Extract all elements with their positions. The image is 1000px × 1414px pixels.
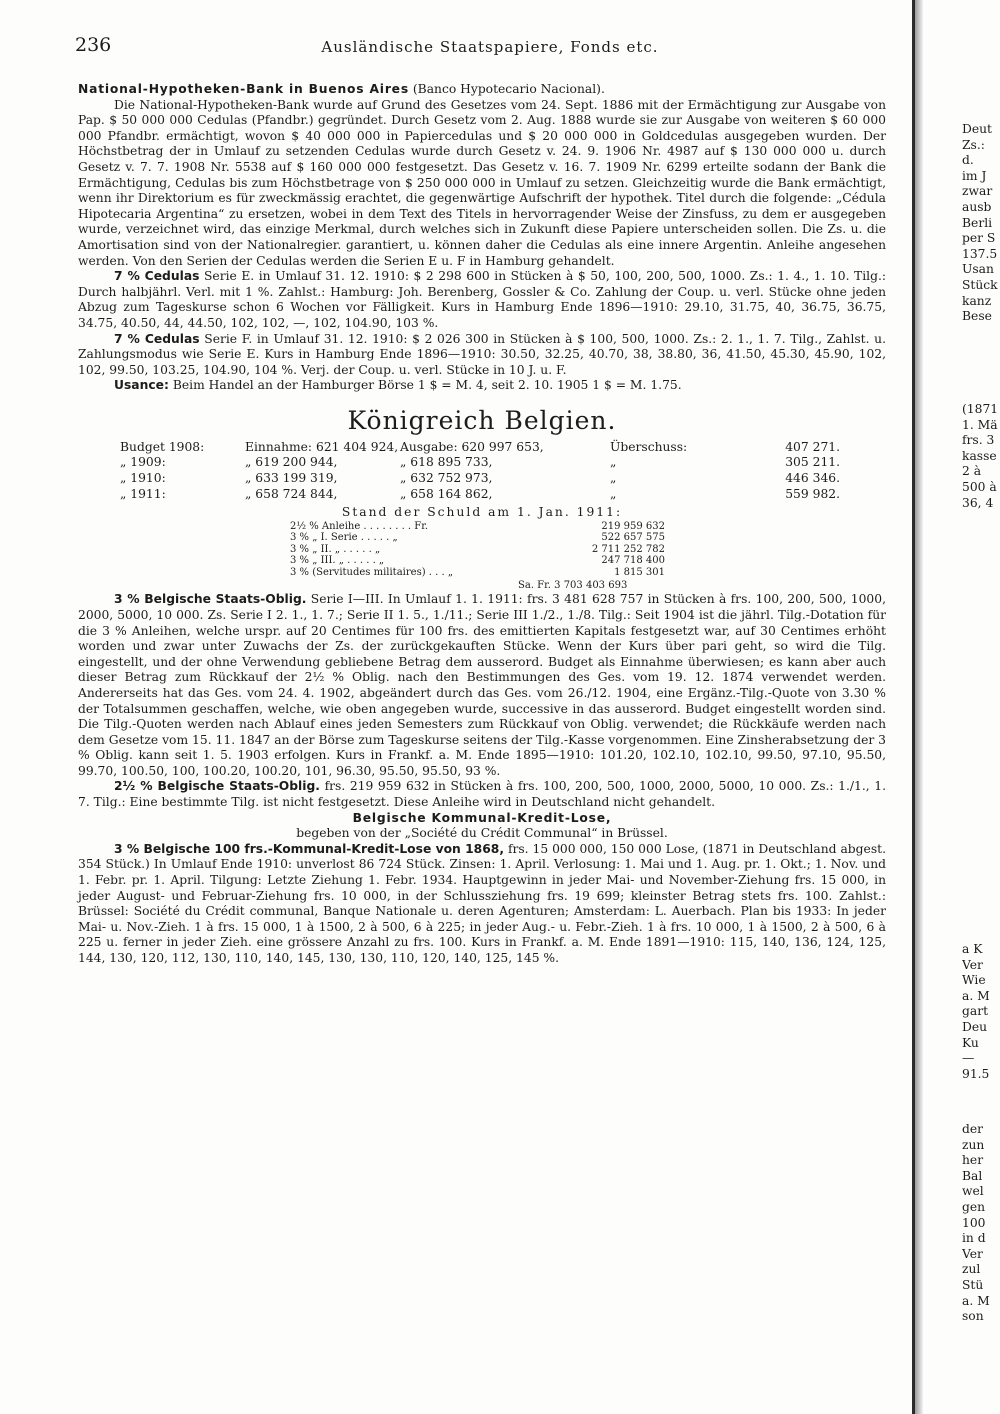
surplus-value: 559 982. <box>785 486 840 501</box>
page-header <box>75 34 905 64</box>
usance-entry <box>78 378 886 394</box>
fragment: 1. Mä <box>962 417 998 432</box>
fragment: Ver <box>962 957 983 972</box>
page-fold-shadow <box>915 0 923 1414</box>
fragment: der <box>962 1122 984 1136</box>
surplus-label: „ <box>610 471 617 486</box>
fragment: zun <box>962 1137 985 1152</box>
fragment: 36, 4 <box>962 495 994 510</box>
debt-total: Sa. Fr. 3 703 403 693 <box>518 580 628 592</box>
serie-e-heading: 7 % Cedulas <box>114 269 200 284</box>
expense-value: 620 997 653, <box>461 439 544 454</box>
fragment: gen <box>962 1199 986 1214</box>
debt-value: 522 657 575 <box>601 532 665 544</box>
expense-value: 632 752 973, <box>410 471 493 486</box>
debt-value: 1 815 301 <box>614 566 665 578</box>
income-label: „ <box>245 486 252 501</box>
fragment: 500 à <box>962 479 997 494</box>
fragment: (1871 <box>962 402 999 416</box>
fragment: kanz <box>962 293 992 308</box>
staats-oblig-25-text: frs. 219 959 632 in Stücken à frs. 100, 200, 500, 1000, 2000, 5000, 10 000. Zs.: 1./1., 1. 7. Tilg.: Eine bestimmte Tilg. ist nicht festgesetzt. Diese Anleihe wird in Deutschland nicht gehandelt. <box>78 779 886 810</box>
fragment: Ver <box>962 1246 983 1261</box>
usance-text: Beim Handel an der Hamburger Börse 1 $ = M. 4, seit 2. 10. 1905 1 $ = M. 1.75. <box>172 378 682 393</box>
fragment: in d <box>962 1231 986 1246</box>
argentina-heading-note: (Banco Hypotecario Nacional). <box>412 82 605 96</box>
budget-year: „ 1910: <box>120 471 166 486</box>
income-value: 621 404 924, <box>316 439 399 454</box>
budget-year: Budget 1908: <box>120 439 205 454</box>
fragment: Stü <box>962 1277 984 1292</box>
debt-value: 2 711 252 782 <box>591 543 665 555</box>
fragment: gart <box>962 1004 989 1019</box>
expense-label: „ <box>400 455 407 470</box>
fragment: Usan <box>962 262 994 277</box>
adjacent-page-fragments-lower <box>962 942 1000 1082</box>
income-value: 633 199 319, <box>255 471 338 486</box>
staats-oblig-25-entry <box>78 779 886 810</box>
fragment: son <box>962 1309 984 1324</box>
adjacent-page-fragments-middle <box>962 402 1000 511</box>
debt-label: 3 % „ III. „ . . . . . „ <box>290 555 385 567</box>
debt-row <box>290 544 886 556</box>
debt-label: 3 % „ II. „ . . . . . „ <box>290 543 381 555</box>
argentina-paragraph: Die National-Hypotheken-Bank wurde auf Grund des Gesetzes vom 24. Sept. 1886 mit der Ermächtigung zur Ausgabe von Pap. $ 50 000 000 Cedulas (Pfandbr.) gegründet. Durch Gesetz vom 2. Aug. 1888 wurde sie zur Ausgabe von weiteren $ 60 000 000 Pfandbr. ermächtigt, wovon $ 40 000 000 in Papiercedulas und $ 20 000 000 in Goldcedulas ausgegeben wurden. Der Höchstbetrag der in Umlauf zu setzenden Cedulas wurde durch Gesetz v. 24. 9. 1906 Nr. 4987 auf $ 130 000 000 u. durch Gesetz v. 7. 7. 1908 Nr. 5538 auf $ 160 000 000 festgesetzt. Das Gesetz v. 16. 7. 1909 Nr. 6299 erteilte sodann der Bank die Ermächtigung, Cedulas bis zum Höchstbetrage von $ 250 000 000 in Umlauf zu setzen. Gleichzeitig wurde die Bank ermächtigt, wenn ihr Direktorium es für zweckmässig erachtet, die gegenwärtige Aufschrift der hypothek. Titel durch die folgende: „Cédula Hipotecaria Argentina“ zu ersetzen, wobei in dem Text des Titels in hervorragender Weise der Zinsfuss, zu dem er ausgegeben wurde, verzeichnet wird, das einzige Merkmal, durch welches sich in Zukunft diese Papiere unterscheiden sollen. Die Zs. u. die Amortisation sind von der Nationalregier. garantiert, u. können daher die Cedulas als eine innere Argentin. Anleihe angesehen werden. Von den Serien der Cedulas werden die Serien E u. F in Hamburg gehandelt. <box>78 97 886 268</box>
debt-table <box>78 521 886 593</box>
debt-value: 219 959 632 <box>601 520 665 532</box>
surplus-value: 305 211. <box>785 455 840 470</box>
fragment: im J <box>962 168 987 183</box>
staats-oblig-heading: 3 % Belgische Staats-Oblig. <box>114 592 307 607</box>
budget-row <box>120 455 886 471</box>
income-label: „ <box>245 471 252 486</box>
budget-table <box>120 440 886 502</box>
debt-row <box>290 555 886 567</box>
fragment: Zs.: <box>962 137 985 152</box>
adjacent-page-fragments-upper <box>962 122 1000 325</box>
staats-oblig-25-heading: 2½ % Belgische Staats-Oblig. <box>114 779 320 794</box>
argentina-heading: National-Hypotheken-Bank in Buenos Aires <box>78 82 409 96</box>
income-label: Einnahme: <box>245 439 313 454</box>
page-number: 236 <box>75 34 112 56</box>
debt-heading: Stand der Schuld am 1. Jan. 1911: <box>341 505 623 520</box>
budget-year: „ 1911: <box>120 486 166 501</box>
running-title: Ausländische Staatspapiere, Fonds etc. <box>321 38 659 56</box>
expense-value: 658 164 862, <box>410 486 493 501</box>
income-value: 619 200 944, <box>255 455 338 470</box>
fragment: Stück <box>962 277 998 292</box>
surplus-value: 407 271. <box>785 439 840 454</box>
fragment: Deut <box>962 122 992 136</box>
expense-label: „ <box>400 471 407 486</box>
debt-label: 3 % (Servitudes militaires) . . . „ <box>290 566 454 578</box>
lose-entry <box>78 842 886 967</box>
surplus-value: 446 346. <box>785 471 840 486</box>
debt-label: 3 % „ I. Serie . . . . . „ <box>290 532 398 544</box>
budget-row <box>120 440 886 456</box>
fragment: wel <box>962 1184 984 1199</box>
income-value: 658 724 844, <box>255 486 338 501</box>
lose-subheading: begeben von der „Société du Crédit Communal“ in Brüssel. <box>296 826 668 841</box>
fragment: Wie <box>962 973 986 988</box>
serie-f-entry <box>78 332 886 379</box>
fragment: zwar <box>962 184 993 199</box>
fragment: 137.5 <box>962 246 998 261</box>
staats-oblig-entry <box>78 592 886 779</box>
fragment: Deu <box>962 1019 988 1034</box>
fragment: a K <box>962 942 983 956</box>
debt-row <box>290 521 886 533</box>
fragment: Bese <box>962 309 992 324</box>
budget-row <box>120 487 886 503</box>
fragment: 91.5 <box>962 1066 990 1081</box>
fragment: 2 à <box>962 464 982 479</box>
serie-e-text: Serie E. in Umlauf 31. 12. 1910: $ 2 298 600 in Stücken à $ 50, 100, 200, 500, 1000. Zs.: 1. 4., 1. 10. Tilg.: Durch halbjährl. Verl. mit 1 %. Zahlst.: Hamburg: Joh. Berenberg, Gossler & Co. Zahlung der Coup. u. verl. Stücke ohne jeden Abzug zum Tageskurse schon 6 Wochen vor Fälligkeit. Kurs in Hamburg Ende 1896—1910: 29.10, 31.75, 40, 36.75, 36.75, 34.75, 40.50, 44, 44.50, 102, 102, —, 102, 104.90, 103 %. <box>78 269 887 330</box>
budget-row <box>120 471 886 487</box>
fragment: zul <box>962 1262 981 1277</box>
serie-f-heading: 7 % Cedulas <box>114 331 200 346</box>
fragment: Bal <box>962 1168 983 1183</box>
argentina-entry <box>78 82 886 98</box>
usance-heading: Usance: <box>114 378 169 393</box>
adjacent-page-fragments-bottom <box>962 1122 1000 1325</box>
expense-value: 618 895 733, <box>410 455 493 470</box>
section-title-belgien: Königreich Belgien. <box>347 405 617 435</box>
lose-text: frs. 15 000 000, 150 000 Lose, (1871 in Deutschland abgest. 354 Stück.) In Umlauf Ende 1910: unverlost 86 724 Stück. Zinsen: 1. April. Verlosung: 1. Mai und 1. Aug. pr. 1. Okt.; 1. Nov. und 1. Febr. pr. 1. April. Tilgung: Letzte Ziehung 1. Febr. 1934. Hauptgewinn in jeder Mai- und November-Ziehung frs. 15 000, in jeder August- und Februar-Ziehung frs. 10 000, in der Schlussziehung frs. 19 699; kleinster Betrag stets frs. 100. Zahlst.: Brüssel: Société du Crédit communal, Banque Nationale u. deren Agenturen; Amsterdam: L. Auerbach. Plan bis 1933: In jeder Mai- u. Nov.-Zieh. 1 à frs. 15 000, 1 à 1500, 2 à 500, 6 à 225; in jeder Aug.- u. Febr.-Zieh. 1 à frs. 10 000, 1 à 1500, 2 à 500, 6 à 225 u. ferner in jeder Zieh. eine grössere Anzahl zu frs. 100. Kurs in Frankf. a. M. Ende 1891—1910: 115, 140, 136, 124, 125, 144, 130, 120, 112, 130, 110, 140, 145, 130, 130, 110, 120, 140, 125, 145 %. <box>78 841 886 965</box>
debt-value: 247 718 400 <box>601 555 665 567</box>
fragment: ausb <box>962 199 992 214</box>
budget-year: „ 1909: <box>120 455 166 470</box>
fragment: per S <box>962 231 996 246</box>
lose-item-heading: 3 % Belgische 100 frs.-Kommunal-Kredit-Lose von 1868, <box>114 841 504 856</box>
fragment: d. <box>962 153 974 168</box>
fragment: — <box>962 1051 975 1066</box>
income-label: „ <box>245 455 252 470</box>
surplus-label: „ <box>610 486 617 501</box>
serie-e-entry <box>78 269 886 331</box>
fragment: kasse <box>962 448 997 463</box>
debt-row <box>290 567 886 579</box>
fragment: Berli <box>962 215 993 230</box>
expense-label: Ausgabe: <box>400 439 458 454</box>
main-column <box>78 82 886 967</box>
serie-f-text: Serie F. in Umlauf 31. 12. 1910: $ 2 026 300 in Stücken à $ 100, 500, 1000. Zs.: 2. 1., 1. 7. Tilg., Zahlst. u. Zahlungsmodus wie Serie E. Kurs in Hamburg Ende 1896—1910: 30.50, 32.25, 40.70, 38, 38.80, 36, 41.50, 45.30, 45.90, 102, 102, 99.50, 103.25, 104.90, 104 %. Verj. der Coup. u. verl. Stücke in 10 J. u. F. <box>78 331 886 377</box>
fragment: Ku <box>962 1035 979 1050</box>
fragment: 100 <box>962 1215 986 1230</box>
fragment: frs. 3 <box>962 433 995 448</box>
fragment: a. M <box>962 988 990 1003</box>
debt-label: 2½ % Anleihe . . . . . . . . Fr. <box>290 520 429 532</box>
debt-row <box>290 532 886 544</box>
lose-heading: Belgische Kommunal-Kredit-Lose, <box>352 810 612 825</box>
surplus-label: Überschuss: <box>610 439 688 454</box>
expense-label: „ <box>400 486 407 501</box>
fragment: her <box>962 1153 984 1168</box>
surplus-label: „ <box>610 455 617 470</box>
fragment: a. M <box>962 1293 990 1308</box>
staats-oblig-text: Serie I—III. In Umlauf 1. 1. 1911: frs. 3 481 628 757 in Stücken à frs. 100, 200, 500, 1000, 2000, 5000, 10 000. Zs. Serie I 2. 1., 1. 7.; Serie II 1. 5., 1./11.; Serie III 1./2., 1./8. Tilg.: Seit 1904 ist die jährl. Tilg.-Dotation für die 3 % Anleihen, welche urspr. auf 20 Centimes für 100 frs. des emittierten Kapitals festgesetzt war, auf 30 Centimes erhöht worden und zwar unter Zuwachs der Zs. der zurückgekauften Stücke. Wenn der Kurs über pari geht, so wird die Tilg. eingestellt, und der ohne Verwendung gebliebene Betrag dem ausserord. Budget als Einnahme überwiesen; es kann aber auch dieser Betrag zum Rückkauf der 2½ % Oblig. nach den Bestimmungen des Ges. vom 19. 12. 1874 verwendet werden. Andererseits hat das Ges. vom 24. 4. 1902, abgeändert durch das Ges. vom 26./12. 1904, eine Ergänz.-Tilg.-Quote von 3.30 % der Totalsummen geschaffen, welche, wie oben angegeben wurde, successive in das ausserord. Budget eingestellt worden sind. Die Tilg.-Quoten werden nach Ablauf eines jeden Semesters zum Rückkauf von Oblig. verwendet; die Rückkäufe werden nach dem Gesetze vom 15. 11. 1847 an der Börse zum Tageskurse seitens der Tilg.-Kasse vorgenommen. Eine Zinsherabsetzung der 3 % Oblig. kann seit 1. 5. 1903 erfolgen. Kurs in Frankf. a. M. Ende 1895—1910: 101.20, 102.10, 102.10, 99.50, 97.10, 95.50, 99.70, 100.50, 100, 100.20, 100.20, 101, 96.30, 95.50, 95.50, 93 %. <box>78 592 886 778</box>
